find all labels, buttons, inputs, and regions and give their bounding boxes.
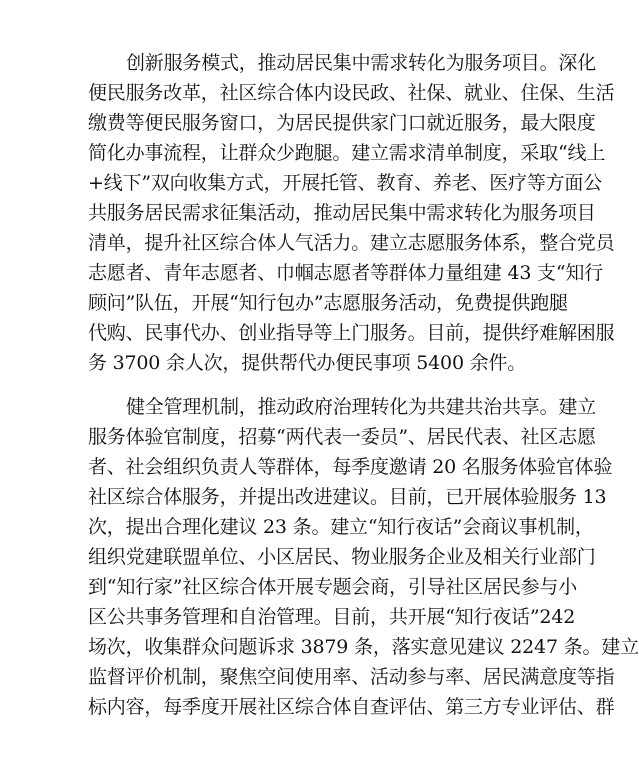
text-line: 志愿者、青年志愿者、巾帼志愿者等群体力量组建 43 支“知行	[88, 262, 603, 284]
text-line: 代购、民事代办、创业指导等上门服务。目前，提供纾难解困服	[88, 322, 615, 344]
text-line: 清单，提升社区综合体人气活力。建立志愿服务体系，整合党员	[88, 232, 615, 254]
text-line: 创新服务模式，推动居民集中需求转化为服务项目。深化	[126, 52, 597, 74]
text-line: 场次，收集群众问题诉求 3879 条，落实意见建议 2247 条。建立	[88, 636, 639, 658]
text-line: 者、社会组织负责人等群体，每季度邀请 20 名服务体验官体验	[88, 456, 613, 478]
text-line: 便民服务改革，社区综合体内设民政、社保、就业、住保、生活	[88, 82, 615, 104]
text-line: 区公共事务管理和自治管理。目前，共开展“知行夜话”242	[88, 606, 576, 628]
text-line: 共服务居民需求征集活动，推动居民集中需求转化为服务项目	[88, 202, 596, 224]
document-body	[88, 48, 639, 722]
text-line: 组织党建联盟单位、小区居民、物业服务企业及相关行业部门	[88, 546, 596, 568]
text-line: 务 3700 余人次，提供帮代办便民事项 5400 余件。	[88, 352, 527, 374]
text-line: 健全管理机制，推动政府治理转化为共建共治共享。建立	[126, 396, 597, 418]
text-line: 监督评价机制，聚焦空间使用率、活动参与率、居民满意度等指	[88, 666, 615, 688]
text-line: 次，提出合理化建议 23 条。建立“知行夜话”会商议事机制，	[88, 516, 594, 538]
paragraph-spacer	[88, 378, 498, 392]
text-line: +线下”双向收集方式，开展托管、教育、养老、医疗等方面公	[88, 172, 603, 194]
text-line: 缴费等便民服务窗口，为居民提供家门口就近服务，最大限度	[88, 112, 596, 134]
text-line: 社区综合体服务，并提出改进建议。目前，已开展体验服务 13	[88, 486, 607, 508]
text-line: 简化办事流程，让群众少跑腿。建立需求清单制度，采取“线上	[88, 142, 606, 164]
text-line: 到“知行家”社区综合体开展专题会商，引导社区居民参与小	[88, 576, 578, 598]
text-line: 标内容，每季度开展社区综合体自查评估、第三方专业评估、群	[88, 696, 615, 718]
text-line: 服务体验官制度，招募“两代表一委员”、居民代表、社区志愿	[88, 426, 596, 448]
text-line: 顾问”队伍，开展“知行包办”志愿服务活动，免费提供跑腿	[88, 292, 568, 314]
paragraph-service-mode	[88, 48, 615, 378]
paragraph-management-mechanism	[88, 392, 639, 722]
